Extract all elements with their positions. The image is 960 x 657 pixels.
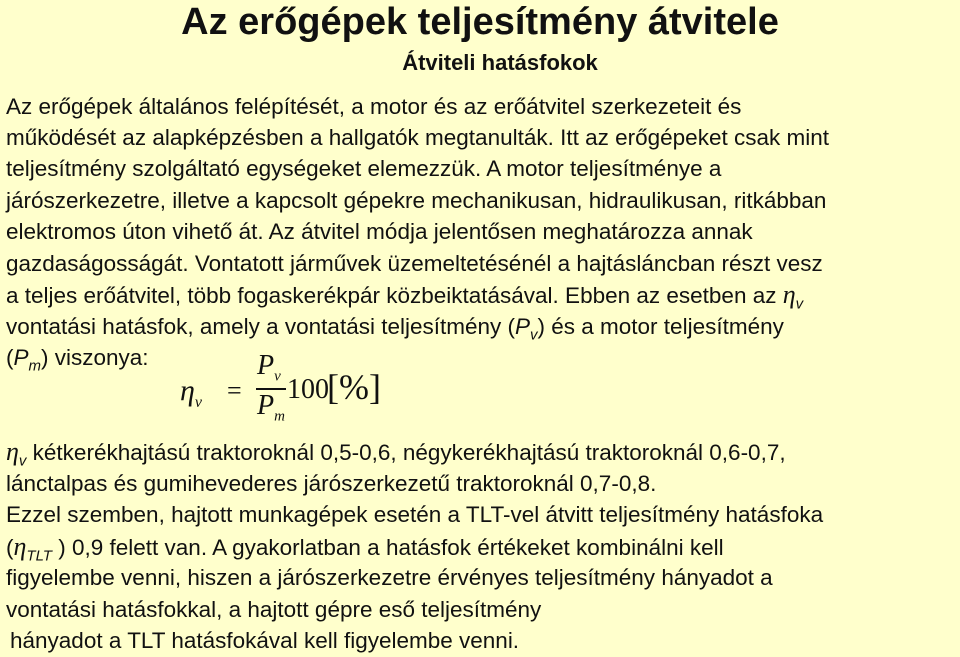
paragraph-line: lánctalpas és gumihevederes járószerkezetű traktoroknál 0,7-0,8. — [6, 471, 657, 496]
paragraph-line: ($\eta_{TLT}$ ) 0,9 felett van. A gyakorlatban a hatásfok értékeket kombinálni kell — [6, 532, 724, 565]
formula-equals: = — [227, 376, 242, 405]
formula-unit: [%] — [327, 367, 381, 407]
paragraph-line: Ezzel szemben, hajtott munkagépek esetén a TLT-vel átvitt teljesítmény hatásfoka — [6, 502, 824, 527]
paragraph-line: vontatási hatásfok, amely a vontatási teljesítmény $(P_v)$ és a motor teljesítmény — [6, 314, 784, 344]
paragraph-line: $\eta_v$ kétkerékhajtású traktoroknál 0,5-0,6, négykerékhajtású traktoroknál 0,6-0,7, — [6, 437, 786, 470]
paragraph-line: figyelembe venni, hiszen a járószerkezetre érvényes teljesítmény hányadot a — [6, 565, 773, 590]
paragraph-line: gazdaságosságát. Vontatott járművek üzemeltetésénél a hajtásláncban részt vesz — [6, 251, 823, 276]
paragraph-line: elektromos úton vihető át. Az átvitel módja jelentősen meghatározza annak — [6, 219, 753, 244]
paragraph-line: járószerkezetre, illetve a kapcsolt gépekre mechanikusan, hidraulikusan, ritkábban — [6, 188, 827, 213]
page-title: Az erőgépek teljesítmény átvitele — [181, 1, 779, 43]
paragraph-line: működését az alapképzésben a hallgatók megtanulták. Itt az erőgépeket csak mint — [6, 125, 829, 150]
paragraph-line: $(P_m)$ viszonya: — [6, 345, 149, 375]
efficiency-formula — [180, 350, 400, 440]
page-subtitle: Átviteli hatásfokok — [402, 50, 598, 75]
formula-denominator: $P_m$ — [257, 390, 285, 425]
paragraph-line: hányadot a TLT hatásfokával kell figyelembe venni. — [10, 628, 520, 653]
formula-lhs: $\eta_v$ — [180, 374, 202, 411]
formula-numerator: $P_v$ — [257, 350, 281, 385]
formula-hundred: 100 — [287, 374, 329, 405]
paragraph-line: vontatási hatásfokkal, a hajtott gépre eső teljesítmény — [6, 597, 542, 622]
eta-symbol: η — [782, 280, 796, 309]
paragraph-line: teljesítmény szolgáltató egységeket elemezzük. A motor teljesítménye a — [6, 156, 722, 181]
paragraph-line: Az erőgépek általános felépítését, a motor és az erőátvitel szerkezeteit és — [6, 94, 742, 119]
paragraph-line: a teljes erőátvitel, több fogaskerékpár közbeiktatásával. Ebben az esetben az $\eta_v$ — [6, 280, 804, 313]
